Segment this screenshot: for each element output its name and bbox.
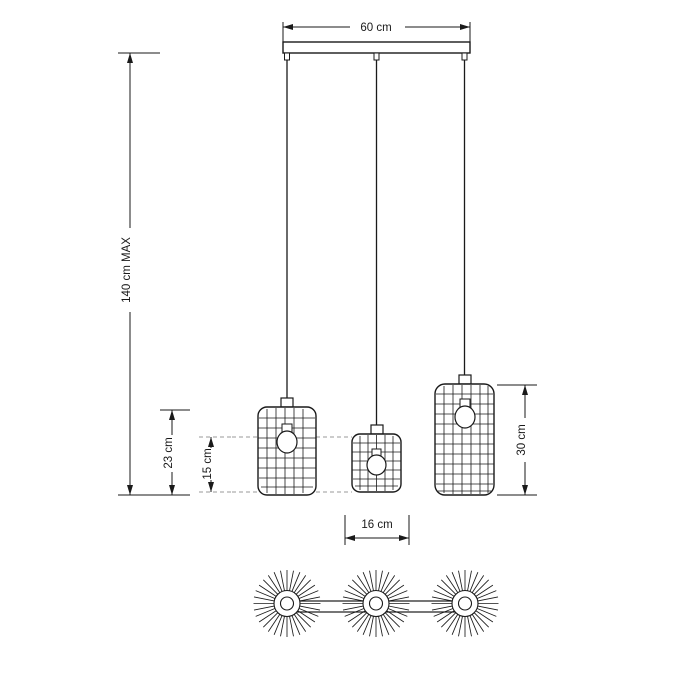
top-view [254, 570, 499, 637]
label-shade-right-height: 30 cm [516, 424, 528, 456]
label-width-top: 60 cm [360, 22, 392, 34]
shade-right [435, 375, 494, 495]
cord-left [285, 53, 290, 398]
label-shade-middle-height: 15 cm [202, 448, 214, 480]
shade-middle [352, 425, 401, 492]
label-shade-left-height: 23 cm [163, 437, 175, 469]
label-shade-diameter: 16 cm [361, 519, 393, 531]
cord-right [462, 53, 467, 375]
shade-left [258, 398, 316, 495]
label-height-max: 140 cm MAX [121, 237, 133, 303]
top-view-shade-middle [343, 570, 410, 637]
cord-middle [374, 53, 379, 425]
top-view-shade-right [432, 570, 499, 637]
ceiling-mount-plate [283, 42, 470, 53]
top-view-shade-left [254, 570, 321, 637]
